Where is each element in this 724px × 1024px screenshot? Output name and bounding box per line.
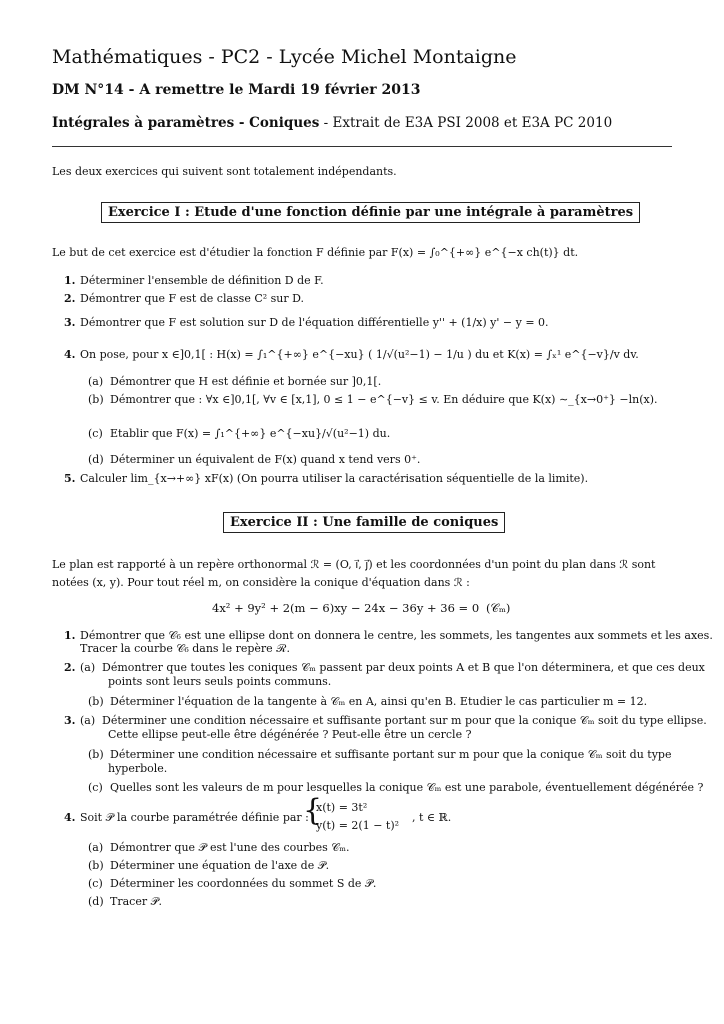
q-number: 5. xyxy=(64,472,76,485)
ex1-q4b xyxy=(88,393,658,407)
param-condition: , t ∈ ℝ. xyxy=(412,811,452,824)
ex2-q2b xyxy=(88,695,647,709)
ex1-q3 xyxy=(64,316,549,330)
q-text: Déterminer une condition nécessaire et suffisante portant sur m pour que la conique 𝒞ₘ soit du type xyxy=(110,748,672,761)
q-letter: (c) xyxy=(88,781,103,794)
q-number: 2. xyxy=(64,661,76,674)
ex2-q2a-line1 xyxy=(64,661,705,675)
ex1-q4a xyxy=(88,375,381,389)
ex1-q4c xyxy=(88,427,390,441)
ex2-intro-line2: notées (x, y). Pour tout réel m, on considère la conique d'équation dans ℛ : xyxy=(52,576,470,589)
topic-line xyxy=(52,115,612,131)
q-letter: (a) xyxy=(80,661,96,674)
q-number: 3. xyxy=(64,714,76,727)
q-number: 4. xyxy=(64,811,76,824)
ex2-q4d xyxy=(88,895,162,909)
q-text: Déterminer l'équation de la tangente à 𝒞ₘ en A, ainsi qu'en B. Etudier le cas particulier m = 12. xyxy=(110,695,648,708)
q-number: 3. xyxy=(64,316,76,329)
q-number: 4. xyxy=(64,348,76,361)
ex2-intro-line1: Le plan est rapporté à un repère orthonormal ℛ = (O, i⃗, j⃗) et les coordonnées d'un point du plan dans ℛ sont xyxy=(52,558,656,571)
page-title: Mathématiques - PC2 - Lycée Michel Montaigne xyxy=(52,46,517,68)
q-text: Démontrer que 𝒞₆ est une ellipse dont on donnera le centre, les sommets, les tangentes aux sommets et les axes. xyxy=(80,629,713,642)
q-text: Déterminer les coordonnées du sommet S de 𝒫. xyxy=(110,877,377,890)
q-text: Etablir que F(x) = ∫₁^{+∞} e^{−xu}/√(u²−1) du. xyxy=(110,427,391,440)
ex1-q1 xyxy=(64,274,324,288)
q-text: Démontrer que F est de classe C² sur D. xyxy=(80,292,305,305)
q-text: On pose, pour x ∈]0,1[ : H(x) = ∫₁^{+∞} e^{−xu} ( 1/√(u²−1) − 1/u ) du et K(x) = ∫ₓ¹ e^{−v}/v dv. xyxy=(80,348,639,361)
ex2-q2a-line2: points sont leurs seuls points communs. xyxy=(108,675,332,688)
ex2-q3b-line1 xyxy=(88,748,671,762)
ex2-q1-line1 xyxy=(64,629,713,643)
ex2-q3a-line1 xyxy=(64,714,707,728)
assignment-line: DM N°14 - A remettre le Mardi 19 février 2013 xyxy=(52,82,421,98)
q-letter: (a) xyxy=(88,375,104,388)
ex2-q1-line2: Tracer la courbe 𝒞₆ dans le repère ℛ. xyxy=(80,642,290,655)
q-text: Soit 𝒫 la courbe paramétrée définie par : xyxy=(80,811,309,824)
ex2-q3c xyxy=(88,781,703,795)
q-number: 1. xyxy=(64,274,76,287)
q-letter: (a) xyxy=(80,714,96,727)
q-text: Quelles sont les valeurs de m pour lesquelles la conique 𝒞ₘ est une parabole, éventuellement dégénérée ? xyxy=(110,781,704,794)
ex1-q2 xyxy=(64,292,304,306)
topic-bold: Intégrales à paramètres - Coniques xyxy=(52,115,320,131)
ex1-q4 xyxy=(64,348,639,362)
q-letter: (b) xyxy=(88,695,104,708)
ex2-q3a-line2: Cette ellipse peut-elle être dégénérée ? Peut-elle être un cercle ? xyxy=(108,728,472,741)
ex2-q3b-line2: hyperbole. xyxy=(108,762,168,775)
header-rule xyxy=(52,146,672,147)
q-text: Démontrer que H est définie et bornée sur ]0,1[. xyxy=(110,375,382,388)
q-letter: (c) xyxy=(88,877,103,890)
q-letter: (b) xyxy=(88,393,104,406)
q-letter: (a) xyxy=(88,841,104,854)
q-text: Démontrer que F est solution sur D de l'équation différentielle y'' + (1/x) y' − y = 0. xyxy=(80,316,549,329)
q-text: Tracer 𝒫. xyxy=(110,895,163,908)
q-letter: (b) xyxy=(88,859,104,872)
q-letter: (b) xyxy=(88,748,104,761)
q-text: Démontrer que : ∀x ∈]0,1[, ∀v ∈ [x,1], 0 ≤ 1 − e^{−v} ≤ v. En déduire que K(x) ∼_{x→0⁺} −ln(x). xyxy=(110,393,658,406)
conic-equation: 4x² + 9y² + 2(m − 6)xy − 24x − 36y + 36 = 0 xyxy=(212,601,480,615)
q-text: Déterminer une condition nécessaire et suffisante portant sur m pour que la conique 𝒞ₘ soit du type ellipse. xyxy=(102,714,707,727)
ex1-q5 xyxy=(64,472,588,486)
exercise-2-title: Exercice II : Une famille de coniques xyxy=(223,512,505,533)
q-text: Démontrer que toutes les coniques 𝒞ₘ passent par deux points A et B que l'on déterminera, et que ces deux xyxy=(102,661,705,674)
q-text: Déterminer un équivalent de F(x) quand x tend vers 0⁺. xyxy=(110,453,421,466)
q-number: 1. xyxy=(64,629,76,642)
param-y: y(t) = 2(1 − t)² xyxy=(316,819,400,832)
exercise-1-title: Exercice I : Etude d'une fonction définie par une intégrale à paramètres xyxy=(101,202,640,223)
q-text: Calculer lim_{x→+∞} xF(x) (On pourra utiliser la caractérisation séquentielle de la limite). xyxy=(80,472,589,485)
q-number: 2. xyxy=(64,292,76,305)
system-brace: { xyxy=(303,793,323,828)
ex2-q4b xyxy=(88,859,329,873)
param-x: x(t) = 3t² xyxy=(316,801,368,814)
conic-equation-label: (𝒞ₘ) xyxy=(486,601,511,615)
q-letter: (d) xyxy=(88,895,104,908)
ex2-q4 xyxy=(64,811,309,825)
q-text: Déterminer l'ensemble de définition D de F. xyxy=(80,274,324,287)
ex1-q4d xyxy=(88,453,420,467)
ex2-q4c xyxy=(88,877,376,891)
intro-text: Les deux exercices qui suivent sont totalement indépendants. xyxy=(52,165,397,178)
q-text: Démontrer que 𝒫 est l'une des courbes 𝒞ₘ. xyxy=(110,841,350,854)
ex1-goal: Le but de cet exercice est d'étudier la fonction F définie par F(x) = ∫₀^{+∞} e^{−x ch(t)} dt. xyxy=(52,246,579,259)
q-letter: (c) xyxy=(88,427,103,440)
topic-rest: - Extrait de E3A PSI 2008 et E3A PC 2010 xyxy=(319,115,613,131)
ex2-q4a xyxy=(88,841,350,855)
q-text: Déterminer une équation de l'axe de 𝒫. xyxy=(110,859,330,872)
q-letter: (d) xyxy=(88,453,104,466)
